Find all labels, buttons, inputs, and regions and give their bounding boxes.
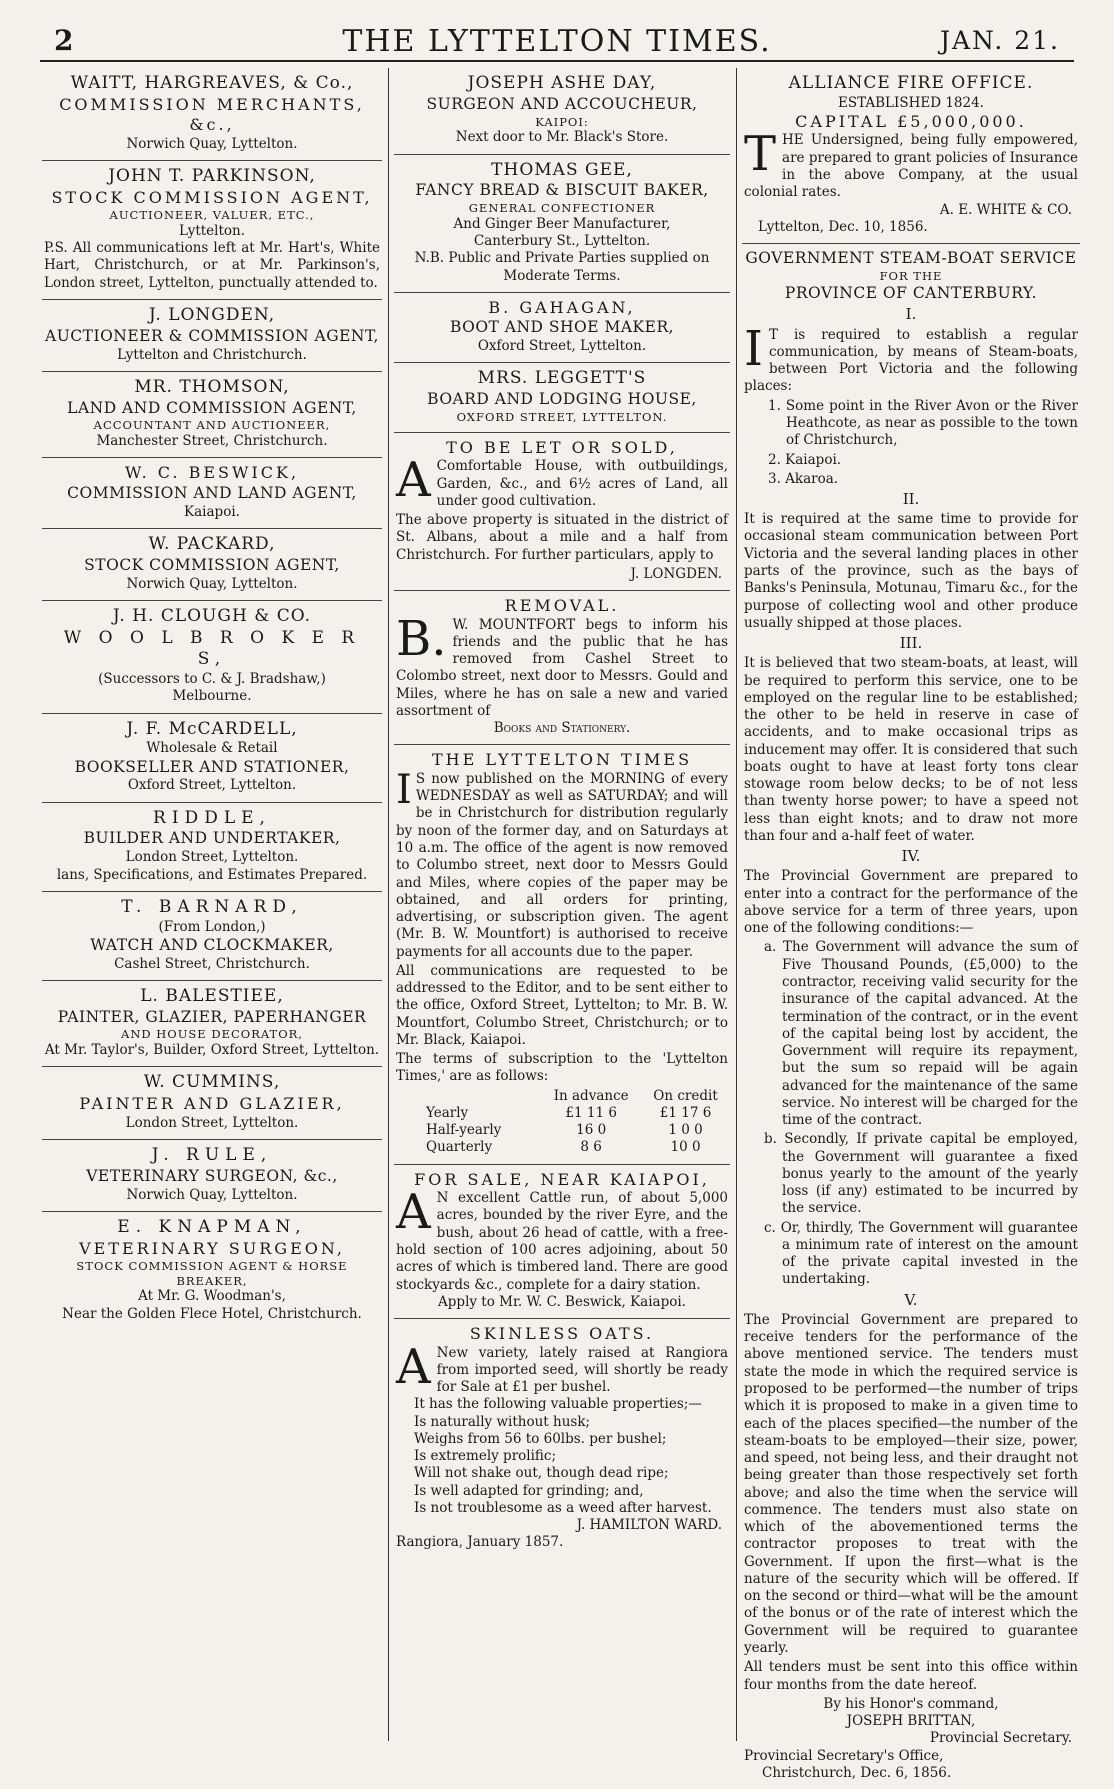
terms-cell: Half-yearly <box>426 1122 502 1139</box>
ad-subtrade: STOCK COMMISSION AGENT & HORSE BREAKER, <box>76 1258 348 1288</box>
property-item: Will not shake out, though dead ripe; <box>414 1465 669 1482</box>
ad-date: Christchurch, Dec. 6, 1856. <box>762 1764 952 1781</box>
ad-riddle <box>42 803 382 892</box>
ad-subtrade: ACCOUNTANT AND AUCTIONEER, <box>93 418 331 433</box>
ad-removal <box>394 591 730 745</box>
ad-name: W. PACKARD, <box>148 533 276 554</box>
ad-subtrade: GENERAL CONFECTIONER <box>468 201 656 216</box>
ad-text: New variety, lately raised at Rangiora from imported seed, will shortly be ready for Sale at £1 per bushel. <box>436 1344 728 1396</box>
condition-item: a. The Government will advance the sum of Five Thousand Pounds, (£5,000) to the contractor, receiving valid security for the insurance of the capital advanced. At the termination of the contract, or in the event of the capital being lost by accident, the Government will require its repayment, but the sum so repaid will be again advanced for the maintenance of the same service. No interest will be charged for the time of the contract. <box>764 939 1078 1129</box>
ad-text: Comfortable House, with outbuildings, Garden, &c., and 6½ acres of Land, all under good cultivation. <box>436 458 728 509</box>
terms-cell: 16 0 <box>576 1122 607 1139</box>
ad-office: Provincial Secretary's Office, <box>744 1747 944 1764</box>
ad-contact: Apply to Mr. W. C. Beswick, Kaiapoi. <box>438 1293 686 1310</box>
ad-day <box>394 68 730 155</box>
place-item: 1. Some point in the River Avon or the River Heathcote, as near as possible to the town of Christchurch, <box>768 397 1078 449</box>
ad-cummins <box>42 1067 382 1139</box>
column-3 <box>742 68 1080 1781</box>
ad-address: Lyttelton and Christchurch. <box>117 346 307 363</box>
ad-name: THOMAS GEE, <box>491 159 633 180</box>
ad-address: Manchester Street, Christchurch. <box>96 433 328 450</box>
ad-for: FOR THE <box>879 268 943 283</box>
place-item: 2. Kaiapoi. <box>768 451 842 468</box>
ad-text: All communications are requested to be addressed to the Editor, and to be sent either to the office, Oxford Street, Lyttelton; to Mr. B. W. Mountfort, Columbo Street, Christchurch; or to Mr. Black, Kaiapoi. <box>396 962 728 1048</box>
ad-address: At Mr. Taylor's, Builder, Oxford Street, Lyttelton. <box>44 1042 380 1059</box>
ad-text: The terms of subscription to the 'Lyttelton Times,' are as follows: <box>396 1051 728 1085</box>
ad-address: Cashel Street, Christchurch. <box>114 955 310 972</box>
ad-address: Kaiapoi. <box>184 503 240 520</box>
ad-note: N.B. Public and Private Parties supplied on Moderate Terms. <box>414 250 710 284</box>
ad-name: RIDDLE, <box>153 807 271 828</box>
property-item: Is well adapted for grinding; and, <box>414 1482 644 1499</box>
ad-text: The Provincial Government are prepared to enter into a contract for the performance of the above service for a term of three years, upon one of the following conditions:— <box>744 868 1078 937</box>
ad-trade: VETERINARY SURGEON, <box>79 1238 345 1258</box>
ad-name: J. H. CLOUGH & CO. <box>112 605 312 626</box>
property-item: It has the following valuable properties;— <box>414 1396 702 1413</box>
ad-name: MRS. LEGGETT'S <box>477 368 647 389</box>
property-item: Is extremely prolific; <box>414 1448 557 1465</box>
ad-date: Rangiora, January 1857. <box>396 1534 564 1551</box>
ad-heading: FOR SALE, NEAR KAIAPOI, <box>414 1169 710 1189</box>
ad-text: N excellent Cattle run, of about 5,000 acres, bounded by the river Eyre, and the bush, about 26 head of cattle, with a free-hold section of 100 acres adjoining, about 50 acres of which is timbered land. There are good stockyards &c., complete for a dairy station. <box>396 1190 728 1293</box>
ad-balestiee <box>42 981 382 1068</box>
ad-trade: W O O L B R O K E R S, <box>63 627 361 670</box>
ad-trade: COMMISSION MERCHANTS, &c., <box>59 94 365 135</box>
column-2 <box>394 68 730 1743</box>
ad-address: London Street, Lyttelton. <box>125 1114 299 1131</box>
ad-rule <box>42 1140 382 1212</box>
ad-place: KAIPOI: <box>535 114 589 129</box>
ad-note: P.S. All communications left at Mr. Hart's, White Hart, Christchurch, or at Mr. Parkinson's, London street, Lyttelton, punctually attended to. <box>44 240 380 291</box>
ad-alliance <box>742 68 1080 244</box>
ad-trade: BOARD AND LODGING HOUSE, <box>427 390 697 409</box>
ad-province: PROVINCE OF CANTERBURY. <box>784 283 1038 302</box>
ad-name: W. C. BESWICK, <box>124 463 300 483</box>
ad-text: The above property is situated in the district of St. Albans, about a mile and a half from Christchurch. For further particulars, apply to <box>396 512 728 563</box>
ad-text: It is required at the same time to provide for occasional steam communication between Port Victoria and the several landing places in other parts of the province, such as the bays of Banks's Peninsula, Motunau, Timaru &c., for the purpose of collecting wool and other produce usually shipped at those places. <box>744 511 1078 631</box>
ad-trade: LAND AND COMMISSION AGENT, <box>67 398 357 417</box>
properties-list <box>396 1396 728 1517</box>
drop-cap: B. <box>396 610 447 667</box>
ad-address: Next door to Mr. Black's Store. <box>455 129 669 146</box>
column-rule <box>736 68 737 1741</box>
terms-row <box>396 1139 728 1156</box>
ad-trade: AUCTIONEER & COMMISSION AGENT, <box>45 326 379 345</box>
ad-address: Norwich Quay, Lyttelton. <box>126 575 298 592</box>
issue-date: JAN. 21. <box>939 26 1060 55</box>
ad-name: JOHN T. PARKINSON, <box>108 165 316 186</box>
ad-established: ESTABLISHED 1824. <box>838 94 984 111</box>
ad-name: J. RULE, <box>151 1144 273 1165</box>
ad-heading: REMOVAL. <box>504 596 620 616</box>
ad-name: J. F. McCARDELL, <box>126 718 298 739</box>
ad-trade: STOCK COMMISSION AGENT, <box>84 555 340 574</box>
page-number: 2 <box>54 24 74 57</box>
terms-row <box>396 1122 728 1139</box>
ad-name: L. BALESTIEE, <box>140 985 284 1006</box>
ad-name: W. CUMMINS, <box>143 1072 281 1093</box>
terms-cell: 1 0 0 <box>668 1122 703 1139</box>
ad-body <box>744 320 1078 396</box>
ad-name: E. KNAPMAN, <box>117 1216 307 1237</box>
ad-text: The Provincial Government are prepared to receive tenders for the performance of the above mentioned service. The tenders must state the mode in which the required service is proposed to be performed—the number of trips which it is proposed to make in a given time to each of the places specified—the number of the steam-boats to be employed—their size, power, and speed, not being less, and their draught not being greater than those respectively set forth above; and also the time when the service will commence. The tenders must also state on which of the abovementioned terms the contractor proposes to treat with the Government. If upon the first—what is the nature of the security which will be offered. If on the second or third—what will be the amount of the bonus or of the rate of interest which the Government will be required to guarantee yearly. <box>744 1311 1078 1656</box>
ad-date: Lyttelton, Dec. 10, 1856. <box>758 218 928 235</box>
ad-trade: STOCK COMMISSION AGENT, <box>51 187 373 207</box>
conditions-list <box>744 939 1078 1288</box>
drop-cap: A <box>396 452 431 509</box>
terms-cell: 8 6 <box>580 1139 602 1156</box>
ad-lyttelton-times <box>394 745 730 1164</box>
ad-subtrade: WATCH AND CLOCKMAKER, <box>90 935 334 954</box>
ad-trade: BOOT AND SHOE MAKER, <box>449 318 675 337</box>
ad-body <box>396 1338 728 1397</box>
ad-address: Canterbury St., Lyttelton. <box>473 233 651 250</box>
ad-heading: TO BE LET OR SOLD, <box>446 437 678 457</box>
ad-address: At Mr. G. Woodman's, <box>138 1288 286 1305</box>
terms-cell: Yearly <box>426 1104 469 1121</box>
ad-text: W. MOUNTFORT begs to inform his friends and the public that he has removed from Cashel Street to Colombo street, next door to Messrs. Gould and Miles, where he has on sale a new and varied assortment of <box>396 616 728 719</box>
terms-cell: 10 0 <box>670 1139 701 1156</box>
ad-trade: COMMISSION AND LAND AGENT, <box>67 483 357 502</box>
ad-text: S now published on the MORNING of every WEDNESDAY as well as SATURDAY; and will be in Christchurch for distribution regularly by noon of the former day, and on Saturdays at 10 a.m. The office of the agent is now removed to Columbo street, next door to Messrs Gould and Miles, where copies of the paper may be obtained, and all orders for printing, advertising, or subscription given. The agent (Mr. B. W. Mountfort) is authorised to receive payments for all accounts due to the paper. <box>396 770 728 960</box>
property-item: Is naturally without husk; <box>414 1413 591 1430</box>
terms-header-cell: On credit <box>653 1087 718 1104</box>
ad-subtrade: (Successors to C. & J. Bradshaw,) <box>98 671 326 688</box>
masthead <box>40 14 1074 62</box>
ad-address: Oxford Street, Lyttelton. <box>127 777 297 794</box>
ad-trade: BUILDER AND UNDERTAKER, <box>83 829 341 848</box>
ad-subtrade: AND HOUSE DECORATOR, <box>121 1027 303 1042</box>
ad-clough <box>42 601 382 714</box>
ad-leggett <box>394 363 730 432</box>
ad-mccardell <box>42 714 382 803</box>
terms-header <box>396 1088 728 1105</box>
ad-gahagan <box>394 293 730 364</box>
ad-text: HE Undersigned, being fully empowered, are prepared to grant policies of Insurance in the above Company, at the usual colonial rates. <box>744 132 1078 201</box>
ad-name: WAITT, HARGREAVES, & Co., <box>70 73 354 93</box>
ad-heading: GOVERNMENT STEAM-BOAT SERVICE <box>745 249 1077 268</box>
ad-address-2: Near the Golden Flece Hotel, Christchurch. <box>62 1305 362 1322</box>
terms-row <box>396 1105 728 1122</box>
ad-trade: PAINTER AND GLAZIER, <box>79 1094 345 1114</box>
section-number: IV. <box>901 847 921 866</box>
drop-cap: A <box>396 1184 431 1241</box>
ad-name: T. BARNARD, <box>121 896 303 917</box>
ad-signature: J. LONGDEN. <box>630 565 722 582</box>
ad-body <box>396 1184 728 1294</box>
newspaper-title: THE LYTTELTON TIMES. <box>342 24 772 59</box>
places-list <box>744 398 1078 488</box>
drop-cap: A <box>396 1338 431 1395</box>
ad-name: B. GAHAGAN, <box>488 297 636 317</box>
column-rule <box>388 68 389 1741</box>
ad-address: Oxford Street, Lyttelton. <box>477 338 647 355</box>
ad-footer: Books and Stationery. <box>493 720 631 737</box>
ad-heading: SKINLESS OATS. <box>469 1324 655 1344</box>
drop-cap: I <box>396 766 412 813</box>
ad-trade: VETERINARY SURGEON, &c., <box>86 1166 338 1185</box>
condition-item: c. Or, thirdly, The Government will guarantee a minimum rate of interest on the amount of the private capital invested in the undertaking. <box>764 1219 1078 1288</box>
ad-steam-boat <box>742 244 1080 1789</box>
terms-cell: Quarterly <box>426 1139 493 1156</box>
ad-trade: SURGEON AND ACCOUCHEUR, <box>426 94 698 113</box>
ad-thomson <box>42 372 382 459</box>
ad-signature: JOSEPH BRITTAN, <box>846 1713 976 1730</box>
ad-knapman <box>42 1212 382 1330</box>
ad-subtrade: BOOKSELLER AND STATIONER, <box>74 757 350 776</box>
ad-gee <box>394 155 730 293</box>
section-number: II. <box>902 490 920 509</box>
ad-packard <box>42 529 382 601</box>
drop-cap: I <box>744 320 763 377</box>
terms-cell: £1 17 6 <box>659 1104 712 1121</box>
ad-skinless-oats <box>394 1319 730 1559</box>
ad-longden <box>42 300 382 372</box>
ad-name: MR. THOMSON, <box>134 376 290 397</box>
ad-text: It is believed that two steam-boats, at least, will be required to perform this service, one to be employed on the regular line to be established; the other to be held in reserve in case of accidents, and to make occasional trips as inducement may offer. It is considered that such boats ought to have at least forty tons clear stowage room below decks; to be of not less than twenty horse power; to have a speed not less than eight knots; and to draw not more than four and a-half feet of water. <box>744 655 1078 844</box>
ad-barnard <box>42 892 382 981</box>
ad-parkinson <box>42 161 382 300</box>
property-item: Is not troublesome as a weed after harvest. <box>414 1499 712 1516</box>
property-item: Weighs from 56 to 60lbs. per bushel; <box>414 1430 667 1447</box>
section-number: I. <box>905 305 917 324</box>
ad-body <box>396 452 728 510</box>
column-1 <box>42 68 382 1743</box>
ad-capital: CAPITAL £5,000,000. <box>795 112 1027 132</box>
ad-address: OXFORD STREET, LYTTELTON. <box>456 410 668 425</box>
ad-body <box>396 766 728 961</box>
ad-beswick <box>42 458 382 529</box>
section-number: III. <box>899 634 923 653</box>
ad-address: lans, Specifications, and Estimates Prepared. <box>56 866 368 883</box>
ad-body <box>396 610 728 721</box>
ad-heading: ALLIANCE FIRE OFFICE. <box>788 73 1034 93</box>
ad-trade: Wholesale & Retail <box>146 740 278 757</box>
ad-trade: FANCY BREAD & BISCUIT BAKER, <box>415 181 709 200</box>
ad-address: Norwich Quay, Lyttelton. <box>126 1186 298 1203</box>
ad-trade: (From London,) <box>158 918 266 935</box>
place-item: 3. Akaroa. <box>768 470 839 487</box>
ad-subtrade: AUCTIONEER, VALUER, ETC., <box>109 208 315 223</box>
ad-for-sale <box>394 1165 730 1319</box>
ad-text: T is required to establish a regular communication, by means of Steam-boats, between Port Victoria and the following places: <box>744 326 1078 395</box>
ad-command: By his Honor's command, <box>823 1695 999 1712</box>
ad-name: JOSEPH ASHE DAY, <box>467 73 657 93</box>
ad-subtrade: London Street, Lyttelton. <box>125 849 299 866</box>
ad-text: All tenders must be sent into this office within four months from the date hereof. <box>744 1659 1078 1693</box>
ad-address: Lyttelton. <box>178 222 246 239</box>
ad-to-let <box>394 433 730 591</box>
drop-cap: T <box>744 126 777 183</box>
ad-signature: J. HAMILTON WARD. <box>576 1517 722 1534</box>
condition-item: b. Secondly, If private capital be employed, the Government will guarantee a fixed bonus yearly to the amount of the yearly loss (if any) estimated to be incurred by the service. <box>764 1131 1078 1217</box>
ad-body <box>744 126 1078 201</box>
ad-heading: THE LYTTELTON TIMES <box>431 750 693 770</box>
ad-signature: A. E. WHITE & CO. <box>939 201 1072 218</box>
ad-role: Provincial Secretary. <box>929 1730 1072 1747</box>
ad-subtrade-2: And Ginger Beer Manufacturer, <box>453 215 671 232</box>
terms-cell: £1 11 6 <box>565 1104 617 1121</box>
ad-address: Norwich Quay, Lyttelton. <box>126 135 298 152</box>
ad-address: Melbourne. <box>172 688 252 705</box>
ad-trade: PAINTER, GLAZIER, PAPERHANGER <box>57 1007 367 1026</box>
ad-name: J. LONGDEN, <box>148 304 276 325</box>
ad-waitt <box>42 68 382 161</box>
section-number: V. <box>904 1290 918 1309</box>
terms-header-cell: In advance <box>553 1087 629 1104</box>
terms-header-cell <box>396 1088 539 1105</box>
